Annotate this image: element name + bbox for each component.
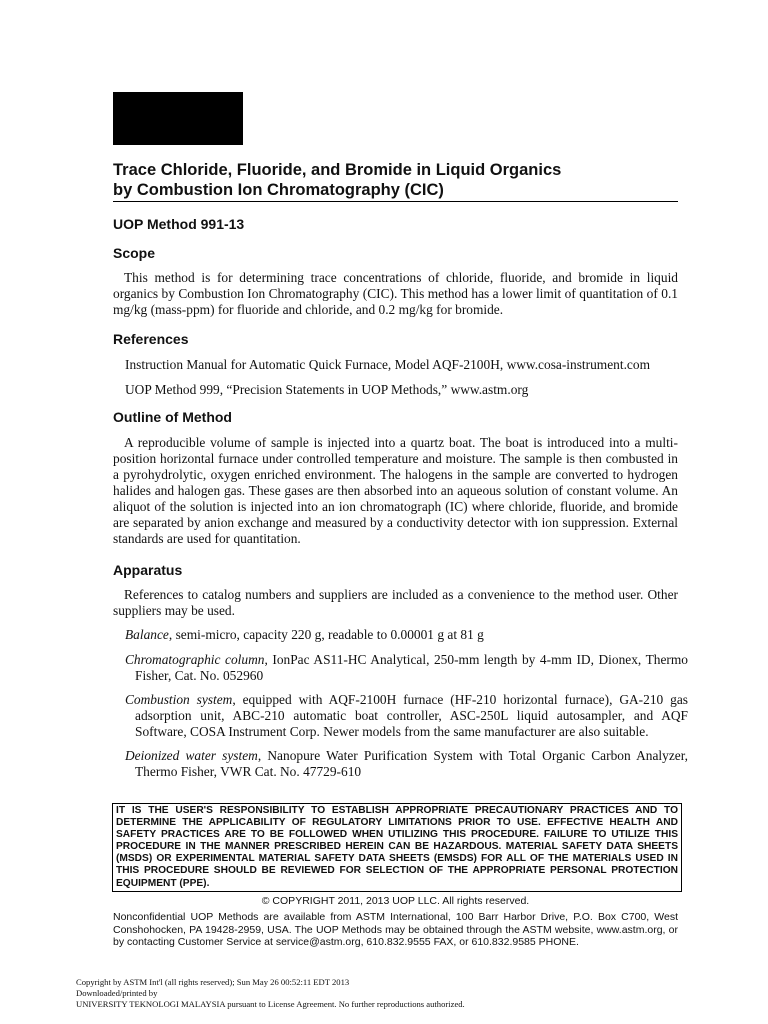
apparatus-desc: , Nanopure Water Purification System with Total Organic Carbon Analyzer, Thermo Fisher, VWR Cat. No. 47729-610 [135, 748, 688, 779]
apparatus-term: Deionized water system [125, 748, 258, 763]
scope-text: This method is for determining trace concentrations of chloride, fluoride, and bromide in liquid organics by Combustion Ion Chromatography (CIC). This method has a lower limit of quantitation of 0.1 mg/kg (mass-ppm) for fluoride and chloride, and 0.2 mg/kg for bromide. [113, 270, 678, 317]
apparatus-term: Balance [125, 627, 169, 642]
outline-heading: Outline of Method [113, 409, 232, 425]
apparatus-item-column [125, 652, 688, 684]
apparatus-desc: , equipped with AQF-2100H furnace (HF-210 horizontal furnace), GA-210 gas adsorption unit, ABC-210 automatic boat controller, ASC-250L liquid autosampler, and AQF Software, COSA Instrument Corp. Newer models from the same manufacturer are also suitable. [135, 692, 688, 739]
footer-line-2: Downloaded/printed by [76, 988, 158, 998]
footer-line-3: UNIVERSITY TEKNOLOGI MALAYSIA pursuant to License Agreement. No further reproductions authorized. [76, 999, 465, 1009]
document-title [113, 160, 678, 202]
method-number: UOP Method 991-13 [113, 216, 245, 232]
reference-item-2: UOP Method 999, “Precision Statements in UOP Methods,” www.astm.org [125, 382, 529, 397]
apparatus-term: Chromatographic column [125, 652, 265, 667]
apparatus-intro: References to catalog numbers and suppliers are included as a convenience to the method user. Other suppliers may be used. [113, 587, 678, 618]
download-footer [76, 977, 676, 1010]
apparatus-item-water [125, 748, 688, 780]
copyright-notice: © COPYRIGHT 2011, 2013 UOP LLC. All rights reserved. [261, 895, 530, 907]
outline-text: A reproducible volume of sample is injected into a quartz boat. The boat is introduced into a multi-position horizontal furnace under controlled temperature and moisture. The sample is then combusted in a pyrohydrolytic, oxygen enriched environment. The halogens in the sample are converted to hydrogen halides and halogen gas. These gases are then absorbed into an aqueous solution of constant volume. An aliquot of the solution is injected into an ion chromatograph (IC) where chloride, fluoride, and bromide are separated by anion exchange and measured by a conductivity detector with ion suppression. External standards are used for quantitation. [113, 435, 678, 546]
apparatus-heading: Apparatus [113, 562, 183, 578]
apparatus-term: Combustion system [125, 692, 233, 707]
title-line-1: Trace Chloride, Fluoride, and Bromide in Liquid Organics [113, 161, 562, 179]
reference-item-1: Instruction Manual for Automatic Quick Furnace, Model AQF-2100H, www.cosa-instrument.com [125, 357, 650, 372]
footer-line-1: Copyright by ASTM Int'l (all rights reserved); Sun May 26 00:52:11 EDT 2013 [76, 977, 350, 987]
apparatus-item-balance [125, 627, 688, 643]
scope-heading: Scope [113, 245, 156, 261]
nonconfidential-notice: Nonconfidential UOP Methods are available from ASTM International, 100 Barr Harbor Drive, P.O. Box C700, West Conshohocken, PA 19428-2959, USA. The UOP Methods may be obtained through the ASTM website, www.astm.org, or by contacting Customer Service at service@astm.org, 610.832.9555 FAX, or 610.832.9585 PHONE. [113, 911, 678, 948]
apparatus-item-combustion [125, 692, 688, 740]
references-heading: References [113, 331, 189, 347]
title-line-2: by Combustion Ion Chromatography (CIC) [113, 181, 444, 199]
apparatus-desc: , semi-micro, capacity 220 g, readable to 0.00001 g at 81 g [168, 627, 484, 642]
apparatus-desc: , IonPac AS11-HC Analytical, 250-mm length by 4-mm ID, Dionex, Thermo Fisher, Cat. No. 052960 [135, 652, 688, 683]
safety-warning-box: IT IS THE USER'S RESPONSIBILITY TO ESTABLISH APPROPRIATE PRECAUTIONARY PRACTICES AND TO DETERMINE THE APPLICABILITY OF REGULATORY LIMITATIONS PRIOR TO USE. EFFECTIVE HEALTH AND SAFETY PRACTICES ARE TO BE FOLLOWED WHEN UTILIZING THIS PROCEDURE. FAILURE TO UTILIZE THIS PROCEDURE IN THE MANNER PRESCRIBED HEREIN CAN BE HAZARDOUS. MATERIAL SAFETY DATA SHEETS (MSDS) OR EXPERIMENTAL MATERIAL SAFETY DATA SHEETS (EMSDS) FOR ALL OF THE MATERIALS USED IN THIS PROCEDURE SHOULD BE REVIEWED FOR SELECTION OF THE APPROPRIATE PERSONAL PROTECTION EQUIPMENT (PPE). [112, 803, 682, 892]
redaction-box [113, 92, 243, 145]
